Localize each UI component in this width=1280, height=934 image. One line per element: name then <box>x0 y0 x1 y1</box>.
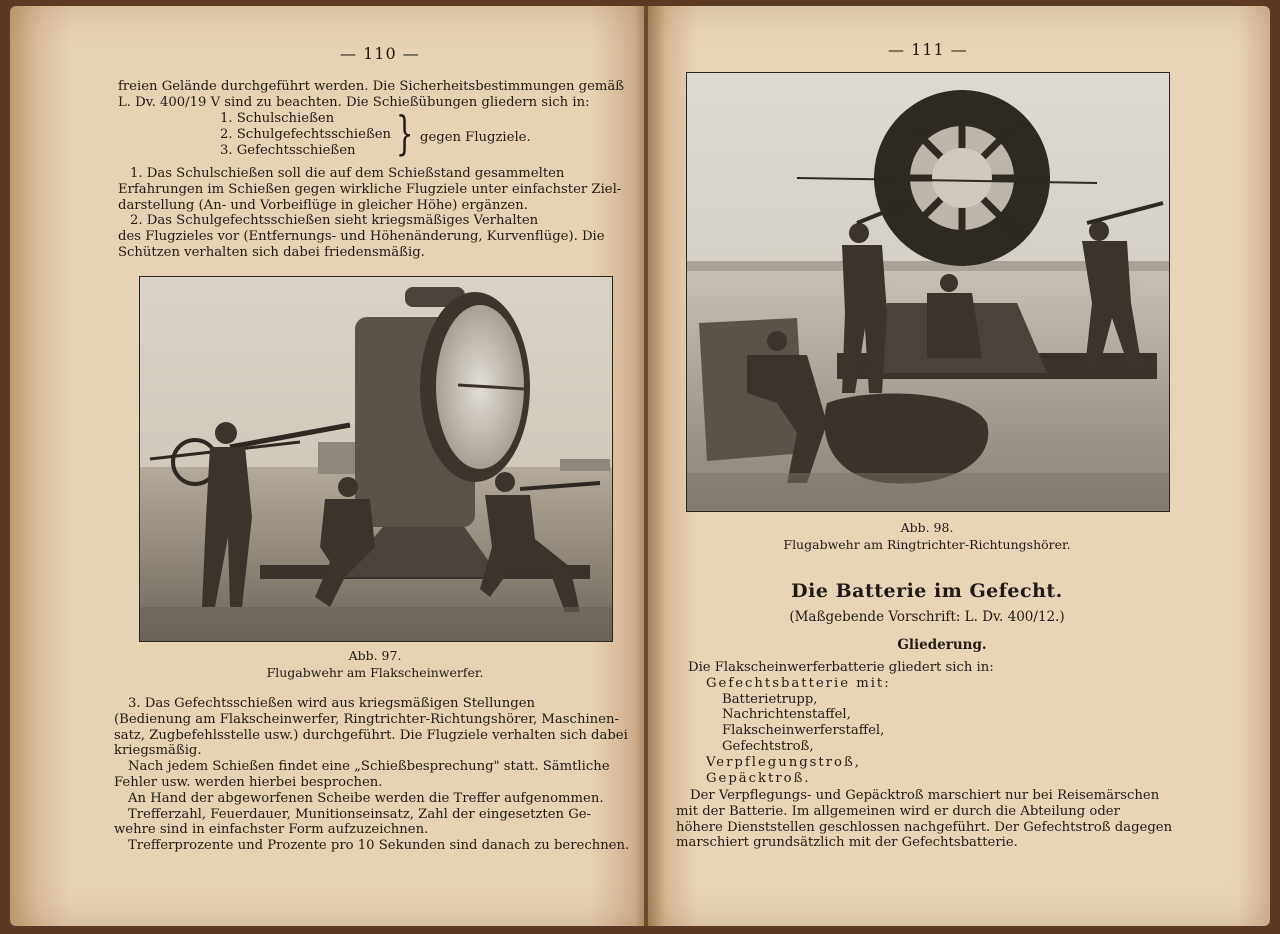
left-intro-paragraph: freien Gelände durchgeführt werden. Die Sicherheitsbestimmungen gemäß L. Dv. 400/19 V sind zu beachten. Die Schießübungen gliedern sich in: <box>118 79 625 110</box>
section-subtitle: (Maßgebende Vorschrift: L. Dv. 400/12.) <box>789 609 1065 625</box>
list-item: 2. Schulgefechtsschießen <box>220 126 392 142</box>
left-paragraph-2: 3. Das Gefechtsschießen wird aus kriegsmäßigen Stellungen (Bedienung am Flakscheinwerfer, Ringtrichter-Richtungshörer, Maschinen- satz, Zugbefehlsstelle usw.) durchgeführt. Die Flugziele verhalten sich dabei kriegsmäßig. Nach jedem Schießen findet eine „Schießbesprechung" statt. Sämtliche Fehler usw. werden hierbei besprochen. An Hand der abgeworfenen Scheibe werden die Treffer aufgenommen. Trefferzahl, Feuerdauer, Munitionseinsatz, Zahl der eingesetzten Ge- wehre sind in einfachster Form aufzuzeichnen. Trefferprozente und Prozente pro 10 Sekunden sind danach zu berechnen. <box>114 696 630 854</box>
figure-97-photo <box>139 276 613 642</box>
figure-97-title: Flugabwehr am Flakscheinwerfer. <box>266 665 484 680</box>
list-brace-label: gegen Flugziele. <box>420 130 531 145</box>
list-brace: } <box>395 106 414 160</box>
figure-98-label: Abb. 98. <box>900 520 954 535</box>
page-number-left: — 110 — <box>340 44 420 63</box>
figure-98-title: Flugabwehr am Ringtrichter-Richtungshörer. <box>783 537 1071 552</box>
right-paragraph-1: Die Flakscheinwerferbatterie gliedert sich in: Gefechtsbatterie mit: Batterietrupp, Nachrichtenstaffel, Flakscheinwerferstaffel, Gefechtstroß, Verpflegungstroß, Gepäcktroß. <box>688 660 994 786</box>
page-number-right: — 111 — <box>888 40 968 59</box>
section-title: Die Batterie im Gefecht. <box>791 580 1063 602</box>
figure-97-label: Abb. 97. <box>348 648 402 663</box>
right-paragraph-2: Der Verpflegungs- und Gepäcktroß marschiert nur bei Reisemärschen mit der Batterie. Im allgemeinen wird er durch die Abteilung oder höhere Dienststellen geschlossen nachgeführt. Der Gefechtstroß dagegen marschiert grundsätzlich mit der Gefechtsbatterie. <box>676 788 1173 851</box>
list-item: 1. Schulschießen <box>220 111 335 126</box>
subheading: Gliederung. <box>897 637 987 653</box>
figure-98-photo <box>686 72 1170 512</box>
left-paragraph-1: 1. Das Schulschießen soll die auf dem Schießstand gesammelten Erfahrungen im Schießen gegen wirkliche Flugziele unter einfachster Ziel- darstellung (An- und Vorbeiflüge in gleicher Höhe) ergänzen. 2. Das Schulgefechtsschießen sieht kriegsmäßiges Verhalten des Flugzieles vor (Entfernungs- und Höhenänderung, Kurvenflüge). Die Schützen verhalten sich dabei friedensmäßig. <box>118 166 622 260</box>
figure-97-caption <box>139 647 611 681</box>
list-item: 3. Gefechtsschießen <box>220 142 356 158</box>
searchlight-photo-illustration <box>140 277 612 641</box>
figure-98-caption <box>686 519 1168 553</box>
exercise-list <box>220 111 391 158</box>
sound-locator-photo-illustration <box>687 73 1169 511</box>
